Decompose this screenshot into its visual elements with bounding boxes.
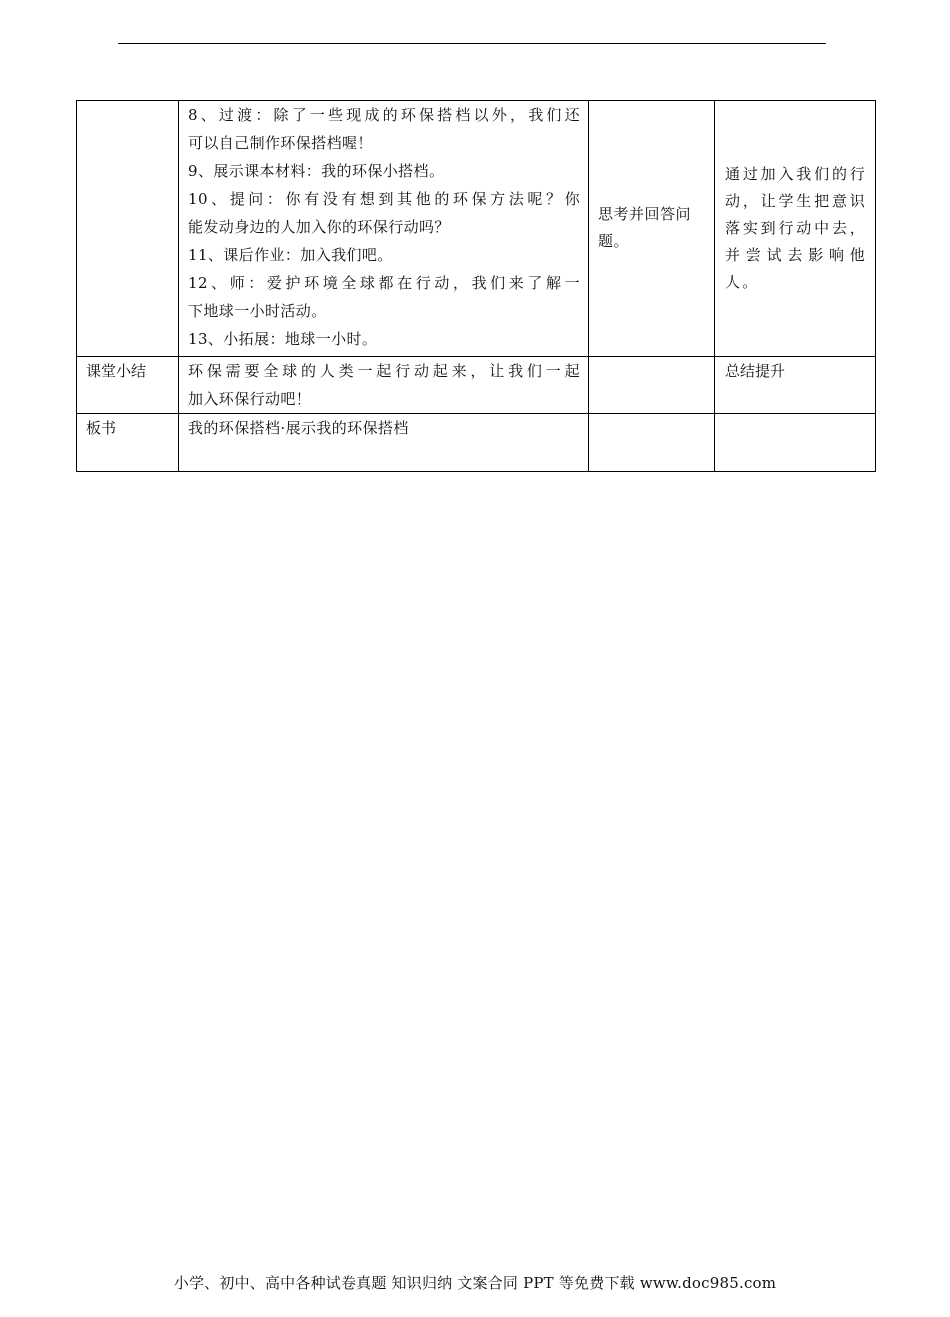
row-label: 板书 bbox=[86, 419, 117, 437]
content-line: 加入环保行动吧！ bbox=[188, 390, 312, 408]
row-label: 课堂小结 bbox=[86, 362, 147, 380]
student-activity-cell bbox=[589, 101, 715, 357]
content-line: 环保需要全球的人类一起行动起来，让我们一起 bbox=[188, 362, 580, 380]
content-cell bbox=[179, 357, 589, 414]
student-activity-cell bbox=[589, 357, 715, 414]
header-rule bbox=[118, 43, 826, 44]
design-intent-cell bbox=[715, 101, 876, 357]
content-line: 12、师：爱护环境全球都在行动，我们来了解一 bbox=[188, 274, 580, 292]
row-label-cell bbox=[77, 101, 179, 357]
design-intent-cell bbox=[715, 357, 876, 414]
content-line: 可以自己制作环保搭档喔！ bbox=[188, 134, 373, 152]
table-row-summary bbox=[77, 357, 876, 414]
content-line: 能发动身边的人加入你的环保行动吗？ bbox=[188, 218, 450, 236]
table-row-activities bbox=[77, 101, 876, 357]
content-line: 8、过渡：除了一些现成的环保搭档以外，我们还 bbox=[188, 106, 580, 124]
content-line: 13、小拓展：地球一小时。 bbox=[188, 330, 378, 348]
lesson-plan-table bbox=[76, 100, 876, 472]
design-intent-cell bbox=[715, 414, 876, 472]
student-activity-cell bbox=[589, 414, 715, 472]
content-line: 下地球一小时活动。 bbox=[188, 302, 327, 320]
content-line: 11、课后作业：加入我们吧。 bbox=[188, 246, 393, 264]
row-label-cell bbox=[77, 414, 179, 472]
content-cell bbox=[179, 414, 589, 472]
row-label-cell bbox=[77, 357, 179, 414]
design-intent-text: 总结提升 bbox=[725, 362, 786, 380]
content-line: 10、提问：你有没有想到其他的环保方法呢？你 bbox=[188, 190, 580, 208]
design-intent-text: 通过加入我们的行动，让学生把意识落实到行动中去，并尝试去影响他人。 bbox=[725, 164, 867, 291]
table-row-blackboard bbox=[77, 414, 876, 472]
footer-text: 小学、初中、高中各种试卷真题 知识归纳 文案合同 PPT 等免费下载 www.doc985.com bbox=[173, 1274, 777, 1292]
student-activity-text: 思考并回答问题。 bbox=[598, 205, 692, 250]
content-line: 我的环保搭档·展示我的环保搭档 bbox=[188, 419, 409, 437]
content-line: 9、展示课本材料：我的环保小搭档。 bbox=[188, 162, 445, 180]
content-cell bbox=[179, 101, 589, 357]
